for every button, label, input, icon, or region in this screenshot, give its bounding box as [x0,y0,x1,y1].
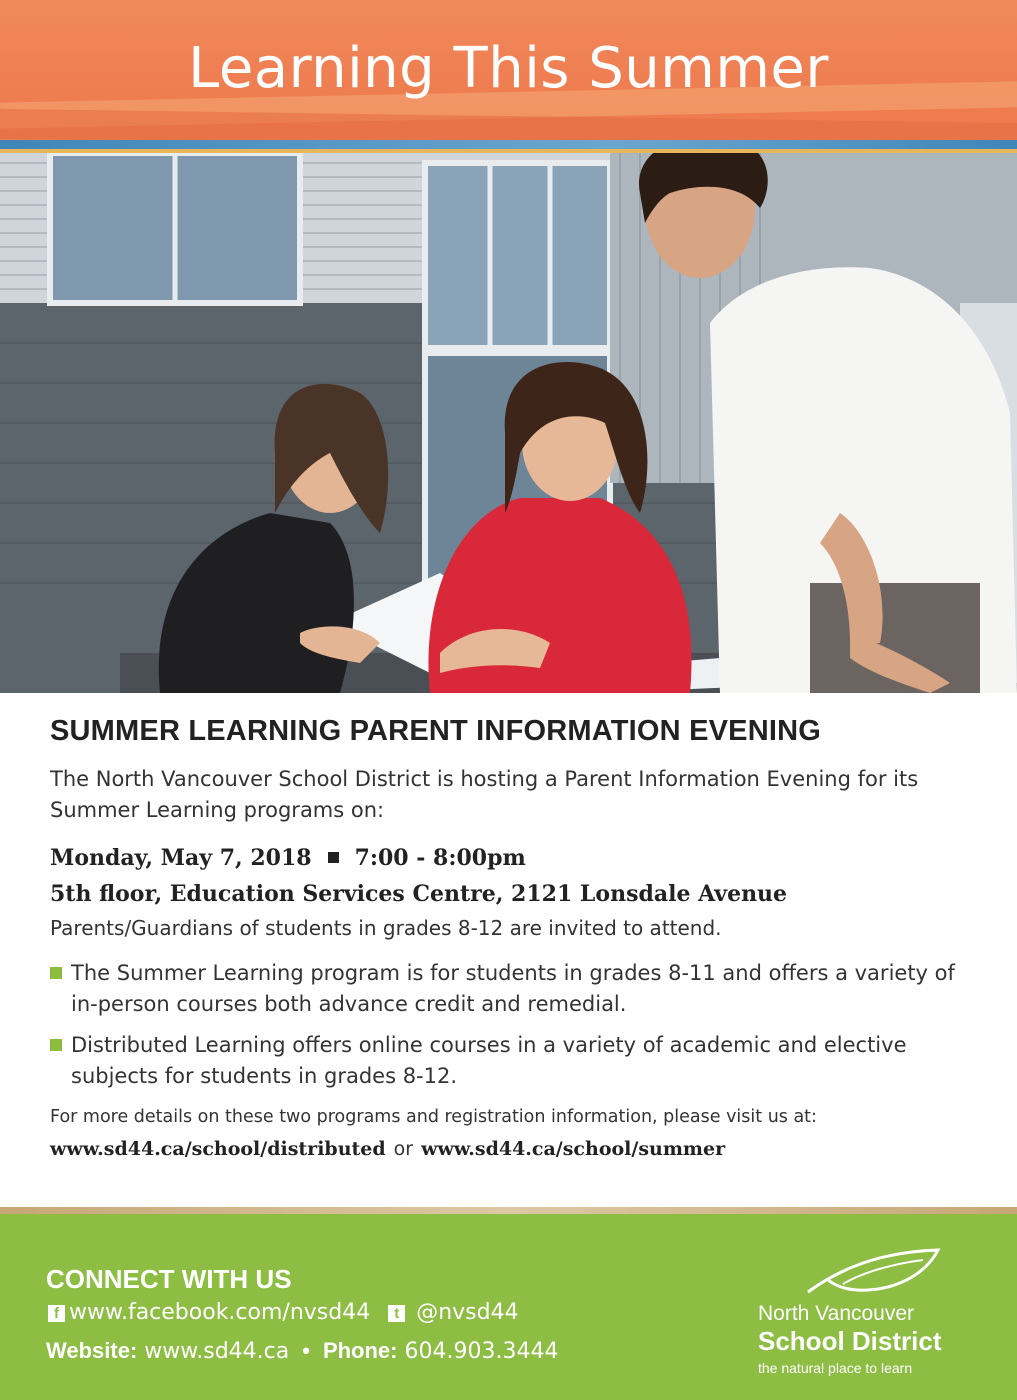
event-time: 7:00 - 8:00pm [354,845,526,871]
link-or: or [393,1138,414,1160]
connect-heading: CONNECT WITH US [46,1264,292,1294]
list-item [50,958,980,1020]
twitter-link[interactable]: @nvsd44 [416,1300,519,1325]
details-text: For more details on these two programs and registration information, please visit us at: [50,1107,817,1127]
contact-line [46,1338,558,1364]
social-links [48,1300,519,1325]
logo-line1: North Vancouver [758,1302,915,1325]
link-summer[interactable]: www.sd44.ca/school/summer [421,1138,726,1160]
accent-stripe-blue [0,140,1017,149]
separator-dot: • [302,1338,310,1363]
event-date: Monday, May 7, 2018 [50,845,312,871]
bullet-icon [50,1039,62,1051]
event-date-line [50,840,980,876]
footer-divider [0,1207,1017,1214]
event-heading: SUMMER LEARNING PARENT INFORMATION EVENING [50,715,821,747]
district-logo [758,1240,988,1380]
event-intro: The North Vancouver School District is hosting a Parent Information Evening for its Summer Learning programs on: [50,767,919,822]
event-venue: 5th floor, Education Services Centre, 2121 Lonsdale Avenue [50,881,788,907]
event-content [50,715,980,1166]
phone-number: 604.903.3444 [404,1339,559,1364]
website-label: Website: [46,1338,138,1363]
program-summer-text: The Summer Learning program is for students in grades 8-11 and offers a variety of in-person courses both advance credit and remedial. [71,961,955,1016]
phone-label: Phone: [322,1338,398,1363]
title-banner [0,0,1017,140]
program-list [50,958,980,1092]
program-links [50,1132,980,1166]
event-invite: Parents/Guardians of students in grades 8-12 are invited to attend. [50,916,722,940]
page-title: Learning This Summer [188,36,829,101]
link-distributed[interactable]: www.sd44.ca/school/distributed [50,1138,386,1160]
logo-line2: School District [758,1326,942,1356]
students-photo [0,153,1017,693]
facebook-icon: f [48,1305,65,1322]
facebook-link[interactable]: www.facebook.com/nvsd44 [69,1300,371,1325]
twitter-icon: t [388,1305,405,1322]
program-distributed-text: Distributed Learning offers online courses in a variety of academic and elective subjects for students in grades 8-12. [71,1033,907,1088]
logo-tagline: the natural place to learn [758,1360,913,1376]
website-link[interactable]: www.sd44.ca [144,1339,290,1364]
square-separator [328,852,339,863]
leaf-logo-icon [798,1240,948,1300]
bullet-icon [50,967,62,979]
footer [0,1214,1017,1400]
list-item [50,1030,980,1092]
